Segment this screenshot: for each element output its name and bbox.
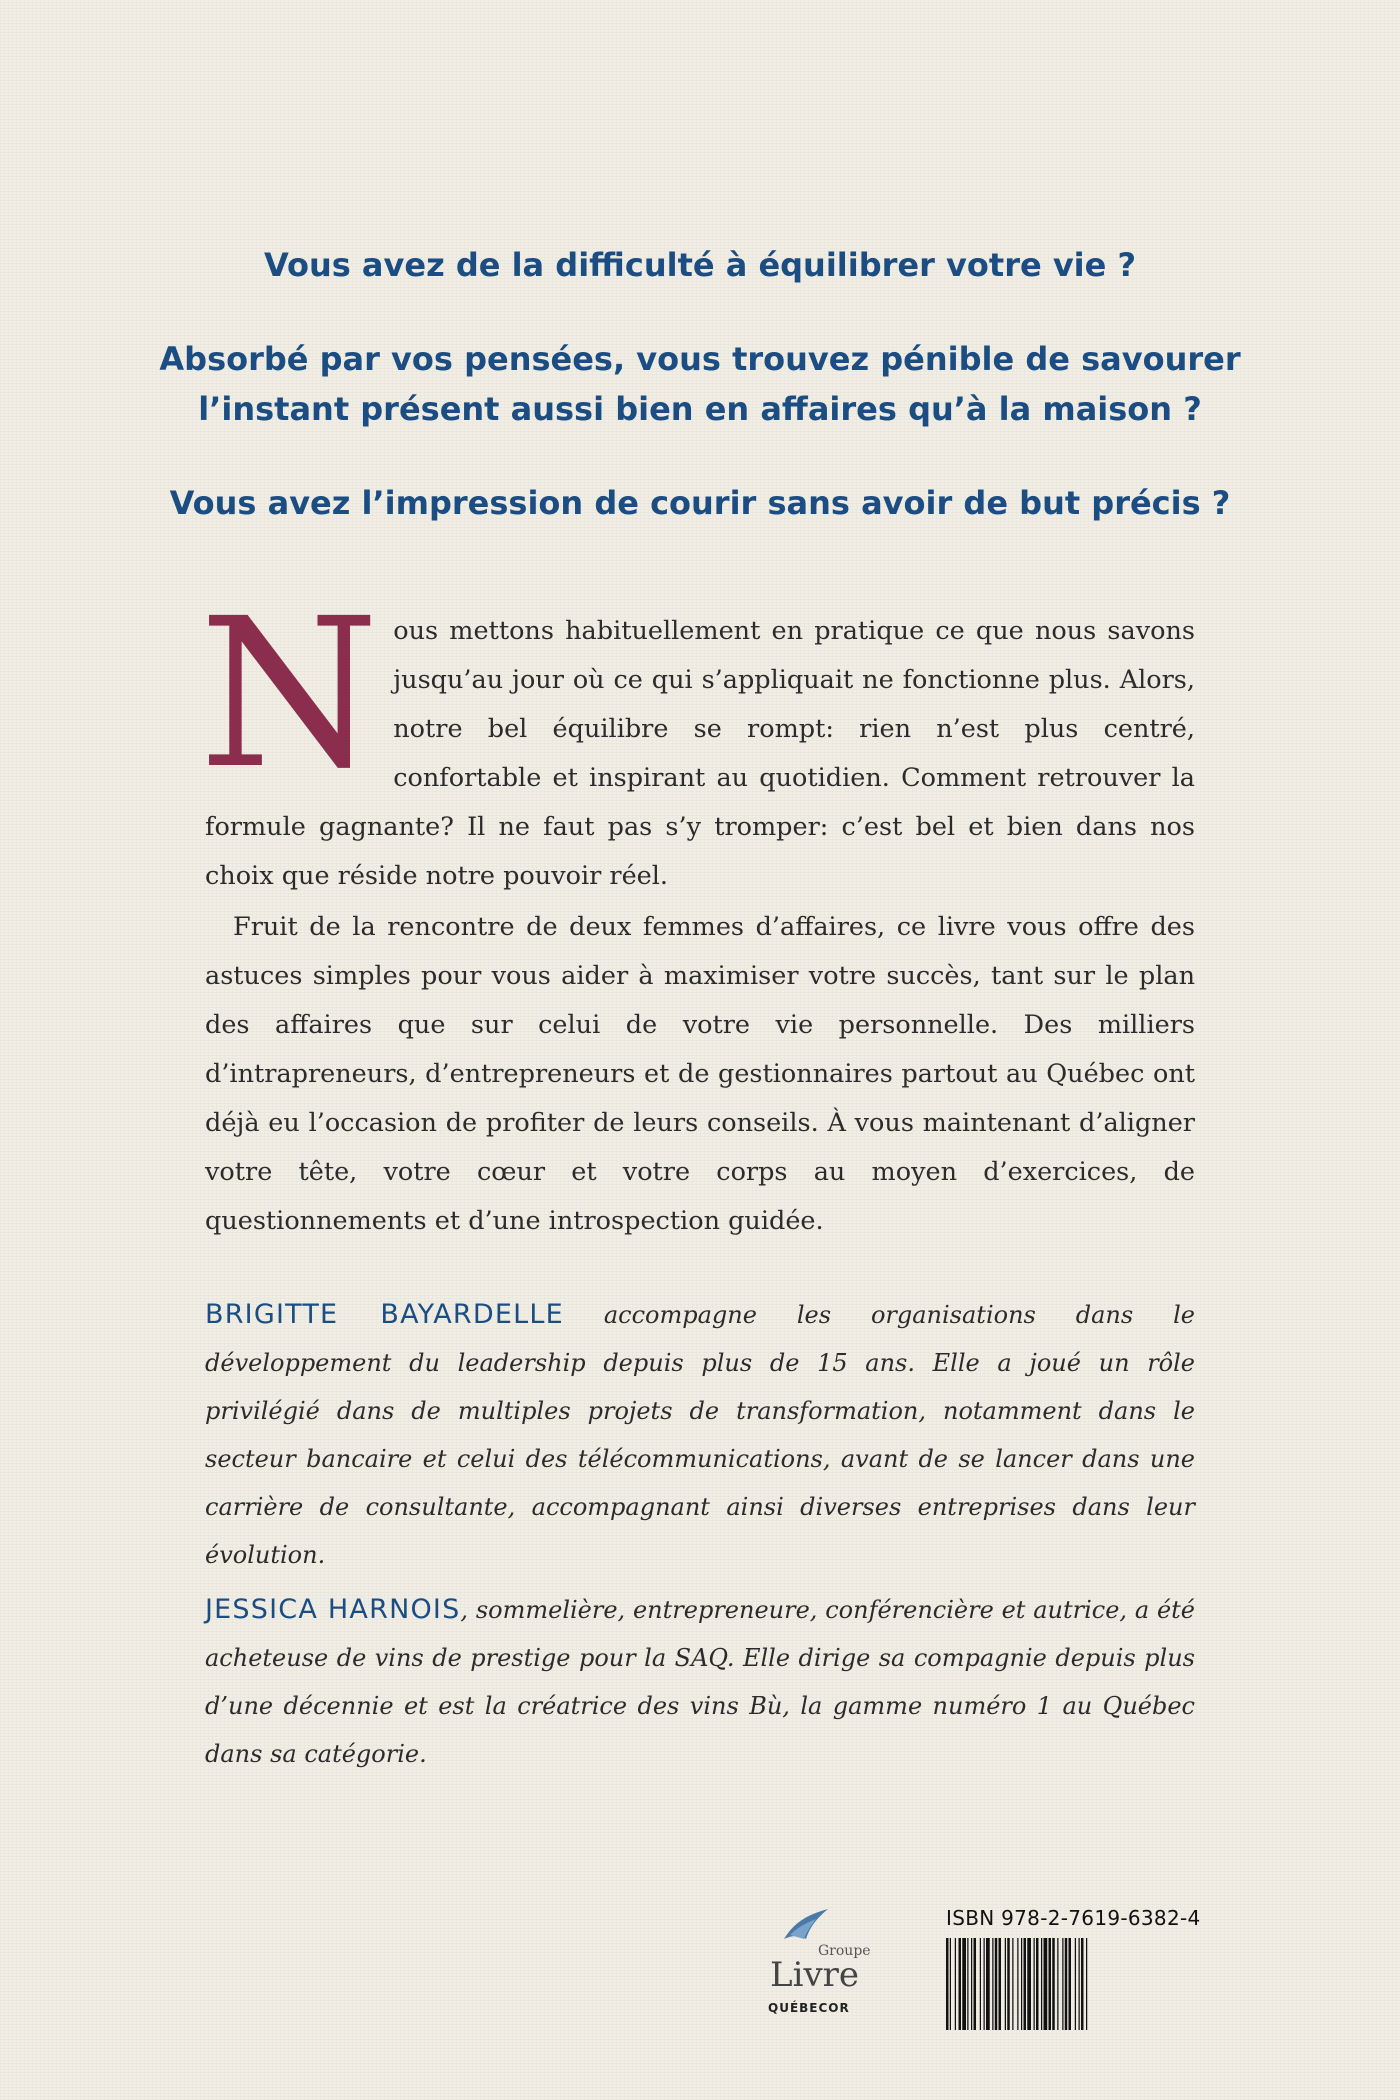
author-name-1: BRIGITTE BAYARDELLE <box>205 1299 564 1330</box>
publisher-logo-line2: Livre <box>770 1955 860 1995</box>
publisher-logo <box>758 1905 878 2025</box>
barcode-icon <box>946 1938 1198 2030</box>
author-bio-1 <box>205 1291 1195 1579</box>
question-1: Vous avez de la difficulté à équilibrer votre vie ? <box>263 246 1137 284</box>
author-bio-text-2: , sommelière, entrepreneure, conférencière et autrice, a été acheteuse de vins de prestige pour la SAQ. Elle dirige sa compagnie depuis plus d’une décennie et est la créatrice des vins Bù, la gamme numéro 1 au Québec dans sa catégorie. <box>205 1596 1195 1768</box>
tagline-questions <box>140 240 1260 572</box>
publisher-logo-line3: QUÉBECOR <box>768 2001 850 2015</box>
question-2: Absorbé par vos pensées, vous trouvez pénible de savourer l’instant présent aussi bien en affaires qu’à la maison ? <box>159 340 1241 428</box>
author-bio-2 <box>205 1586 1195 1778</box>
publisher-logo-line1: Groupe <box>818 1943 871 1959</box>
blurb-paragraph-1-text: ous mettons habituellement en pratique ce que nous savons jusqu’au jour où ce qui s’appliquait ne fonctionne plus. Alors, notre bel équilibre se rompt: rien n’est plus centré, confortable et inspirant au quotidien. Comment retrouver la formule gagnante? Il ne faut pas s’y tromper: c’est bel et bien dans nos choix que réside notre pouvoir réel. <box>205 616 1195 891</box>
isbn-label: ISBN 978-2-7619-6382-4 <box>946 1906 1201 1930</box>
blurb-paragraph-2: Fruit de la rencontre de deux femmes d’affaires, ce livre vous offre des astuces simples pour vous aider à maximiser votre succès, tant sur le plan des affaires que sur celui de votre vie personnelle. Des milliers d’intrapreneurs, d’entrepreneurs et de gestionnaires partout au Québec ont déjà eu l’occasion de profiter de leurs conseils. À vous maintenant d’aligner votre tête, votre cœur et votre corps au moyen d’exercices, de questionnements et d’une introspection guidée. <box>205 912 1195 1236</box>
blurb <box>199 574 1195 1246</box>
barcode-area <box>946 1906 1206 2036</box>
author-bio-text-1: accompagne les organisations dans le développement du leadership depuis plus de 15 ans. Elle a joué un rôle privilégié dans de multiples projets de transformation, notamment dans le secteur bancaire et celui des télécommunications, avant de se lancer dans une carrière de consultante, accompagnant ainsi diverses entreprises dans leur évolution. <box>205 1301 1196 1569</box>
question-3: Vous avez l’impression de courir sans avoir de but précis ? <box>169 484 1231 522</box>
blurb-paragraph-1 <box>199 574 1195 901</box>
author-name-2: JESSICA HARNOIS <box>205 1594 461 1625</box>
drop-cap: N <box>199 574 380 814</box>
